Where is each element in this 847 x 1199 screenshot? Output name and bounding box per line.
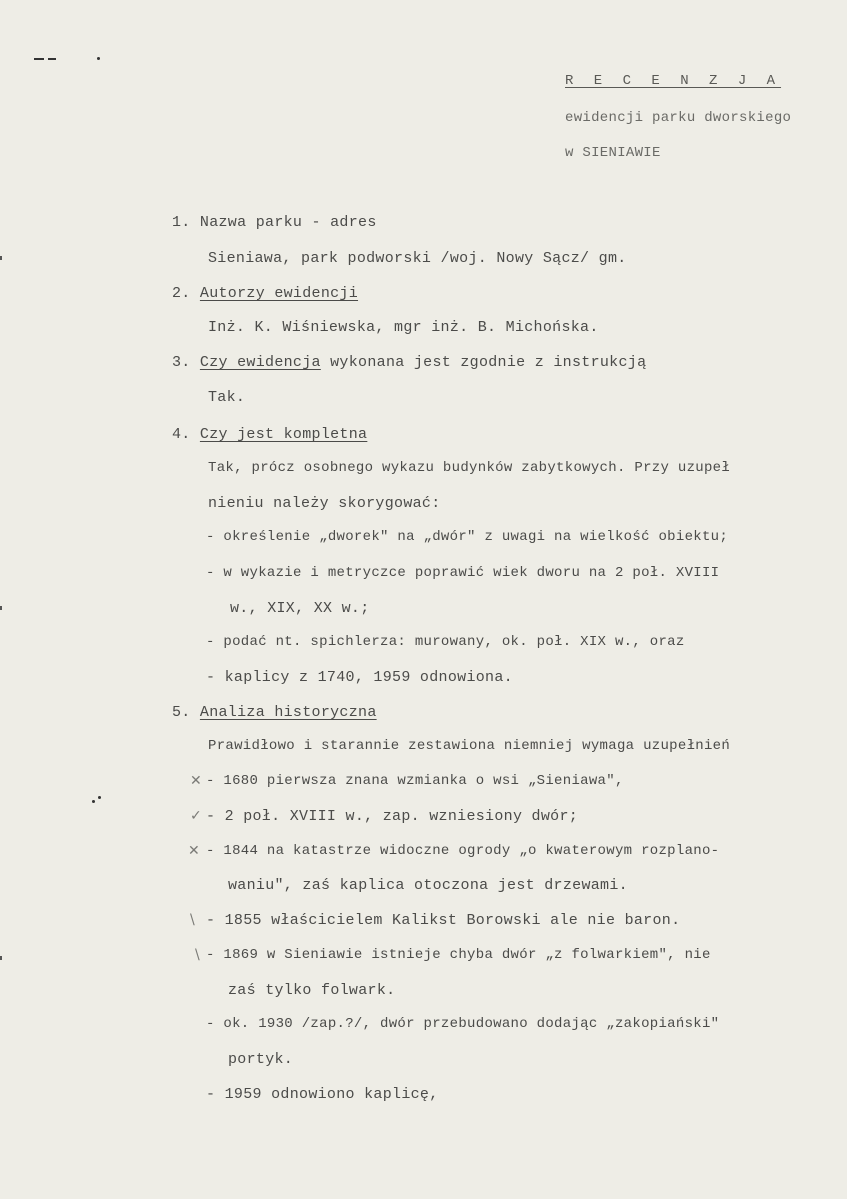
body-line: - podać nt. spichlerza: murowany, ok. poł. XIX w., oraz (206, 634, 685, 650)
body-line: waniu", zaś kaplica otoczona jest drzewami. (228, 877, 628, 894)
section-4-heading-underlined: Czy jest kompletna (199, 426, 368, 443)
body-line: w., XIX, XX w.; (230, 600, 370, 617)
body-line: Tak. (208, 389, 246, 406)
scan-mark (0, 256, 2, 260)
scan-mark (98, 796, 101, 799)
scan-mark (0, 956, 2, 960)
scan-mark (92, 800, 95, 803)
section-4-heading: 4. Czy jest kompletna (172, 426, 368, 443)
body-line: - 1855 właścicielem Kalikst Borowski ale nie baron. (206, 912, 681, 929)
document-subtitle: ewidencji parku dworskiego (565, 110, 792, 126)
body-line: - 1680 pierwsza znana wzmianka o wsi „Sieniawa", (206, 773, 624, 789)
section-3-heading-underlined: Czy ewidencja (199, 354, 321, 371)
body-line: nieniu należy skorygować: (208, 495, 441, 512)
body-line: Sieniawa, park podworski /woj. Nowy Sącz/ gm. (208, 250, 627, 267)
body-line: - 1844 na katastrze widoczne ogrody „o kwaterowym rozplano- (206, 843, 720, 859)
pencil-mark-icon: \ (195, 947, 200, 963)
body-line: - określenie „dworek" na „dwór" z uwagi na wielkość obiektu; (206, 529, 729, 545)
pencil-mark-icon: ✕ (190, 773, 202, 789)
section-2-heading-underlined: Autorzy ewidencji (199, 285, 359, 302)
body-line: Prawidłowo i starannie zestawiona niemniej wymaga uzupełnień (208, 738, 731, 754)
body-line: portyk. (228, 1051, 294, 1068)
section-3-heading: 3. Czy ewidencja wykonana jest zgodnie z instrukcją (172, 354, 647, 371)
scan-mark (48, 58, 56, 60)
body-line: - w wykazie i metryczce poprawić wiek dworu na 2 poł. XVIII (206, 565, 720, 581)
scan-mark (34, 58, 44, 60)
document-subtitle-place: w SIENIAWIE (565, 145, 661, 161)
body-line: - 1959 odnowiono kaplicę, (206, 1086, 439, 1103)
scan-mark (97, 57, 100, 60)
body-line: - 1869 w Sieniawie istnieje chyba dwór „z folwarkiem", nie (206, 947, 711, 963)
section-5-heading-underlined: Analiza historyczna (199, 704, 377, 721)
body-line: zaś tylko folwark. (228, 982, 396, 999)
scan-mark (0, 606, 2, 610)
body-line: - ok. 1930 /zap.?/, dwór przebudowano dodając „zakopiański" (206, 1016, 720, 1032)
body-line: Inż. K. Wiśniewska, mgr inż. B. Michońska. (208, 319, 599, 336)
body-line: - kaplicy z 1740, 1959 odnowiona. (206, 669, 513, 686)
pencil-mark-icon: ✓ (190, 808, 202, 824)
body-line: - 2 poł. XVIII w., zap. wzniesiony dwór; (206, 808, 579, 825)
pencil-mark-icon: \ (190, 912, 195, 928)
section-2-heading-text: 2. Autorzy ewidencji (172, 285, 359, 302)
pencil-mark-icon: ✕ (188, 843, 200, 859)
section-2-heading (172, 285, 358, 302)
section-5-heading: 5. Analiza historyczna (172, 704, 377, 721)
document-title: R E C E N Z J A (565, 73, 782, 89)
body-line: Tak, prócz osobnego wykazu budynków zabytkowych. Przy uzupeł (208, 460, 731, 476)
section-1-heading: 1. Nazwa parku - adres (172, 214, 377, 231)
